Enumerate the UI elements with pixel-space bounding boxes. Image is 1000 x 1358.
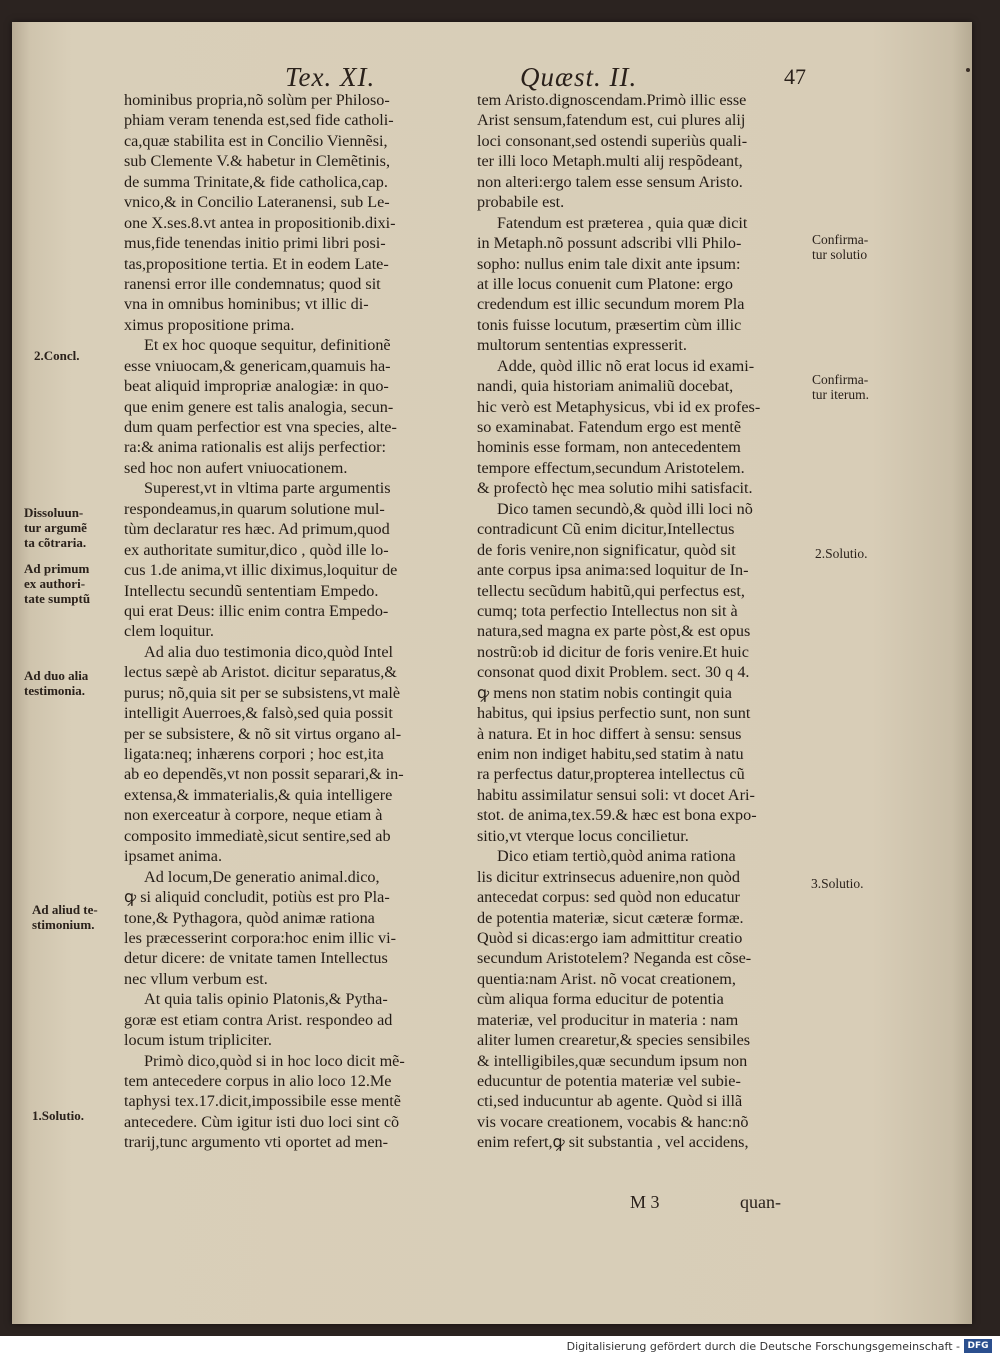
text-line: Primò dico,quòd si in hoc loco dicit mẽ-: [144, 1051, 405, 1070]
text-line: ca,quæ stabilita est in Concilio Viennẽsi,: [124, 131, 388, 150]
text-line: enim refert,ꝙ sit substantia , vel accidens,: [477, 1133, 749, 1152]
text-line: in Metaph.nõ possunt adscribi vlli Philo-: [477, 234, 742, 253]
text-line: tem Aristo.dignoscendam.Primò illic esse: [477, 91, 747, 109]
text-line: ligata:neq; inhærens corpori ; hoc est,ita: [124, 745, 384, 763]
text-line: intelligit Auerroes,& falsò,sed quia possit: [124, 704, 393, 723]
text-line: cti,sed inducuntur ab agente. Quòd si illã: [477, 1092, 743, 1111]
text-line: que enim genere est talis analogia, secun-: [124, 397, 394, 416]
text-line: non exerceatur à corpore, neque etiam à: [124, 806, 383, 825]
text-line: locum istum tripliciter.: [124, 1031, 272, 1050]
margin-note-solutio2: [815, 546, 868, 561]
margin-note-line: stimonium.: [32, 917, 95, 932]
text-line: Arist sensum,fatendum est, cui plures alij: [477, 111, 746, 130]
dfg-logo: DFG: [964, 1339, 992, 1353]
margin-note-line: Confirma-: [812, 372, 869, 387]
text-line: tone,& Pythagora, quòd animæ rationa: [124, 908, 375, 927]
text-line: enim non indiget habitu,sed statim à natu: [477, 745, 744, 763]
text-line: sed hoc non aufert vniuocationem.: [124, 458, 348, 477]
margin-note-line: Ad primum: [24, 561, 90, 576]
text-line: educuntur de potentia materiæ vel subie-: [477, 1072, 741, 1090]
margin-note-dissoluuntur: [24, 505, 87, 550]
text-line: materiæ, vel producitur in materia : nam: [477, 1010, 739, 1029]
running-header-left: Tex. XI.: [285, 62, 376, 92]
text-line: esse vniuocam,& genericam,quamuis ha-: [124, 356, 391, 375]
text-line: purus; nõ,quia sit per se subsistens,vt malè: [124, 683, 401, 702]
text-line: ante corpus ipsa anima:sed loquitur de In-: [477, 561, 749, 580]
right-text-column: [477, 90, 812, 1153]
text-line: ximus propositione prima.: [124, 315, 295, 334]
margin-note-confirmatur-iterum: [812, 372, 869, 402]
text-line: les præcesserint corpora:hoc enim illic vi-: [124, 928, 396, 947]
margin-note-line: ex authori-: [24, 576, 86, 591]
page-number: 47: [784, 64, 806, 89]
text-line: sitio,vt vterque locus concilietur.: [477, 826, 689, 845]
text-line: lis dicitur extrinsecus aduenire,non quòd: [477, 867, 740, 886]
text-line: goræ est etiam contra Arist. respondeo ad: [124, 1010, 393, 1029]
running-header-right: Quæst. II.: [520, 62, 638, 92]
margin-note-line: 2.Concl.: [34, 348, 80, 363]
text-line: nandi, quia historiam animaliũ docebat,: [477, 377, 734, 396]
text-line: habitus, qui ipsius perfectio sunt, non sunt: [477, 704, 751, 723]
margin-note-solutio1: [32, 1108, 84, 1123]
text-line: stot. de anima,tex.59.& hæc est bona expo-: [477, 806, 757, 825]
text-line: vnico,& in Concilio Lateranensi, sub Le-: [124, 193, 390, 212]
margin-note-line: Ad duo alia: [24, 668, 89, 683]
text-line: tùm declaratur res hæc. Ad primum,quod: [124, 520, 390, 539]
margin-note-line: tur solutio: [812, 247, 868, 262]
text-line: consonat quod dixit Problem. sect. 30 q 4.: [477, 663, 750, 682]
signature-mark: M 3: [630, 1192, 660, 1212]
text-line: per se subsistere, & nõ sit virtus organo al-: [124, 724, 402, 743]
text-line: à natura. Et in hoc differt à sensu: sensus: [477, 724, 742, 743]
text-line: ra perfectus datur,propterea intellectus cũ: [477, 765, 745, 784]
text-line: & profectò hęc mea solutio mihi satisfacit.: [477, 479, 753, 498]
text-line: Quòd si dicas:ergo iam admittitur creatio: [477, 928, 743, 947]
text-line: ex authoritate sumitur,dico , quòd ille lo-: [124, 540, 389, 559]
text-line: tempore effectum,secundum Aristotelem.: [477, 458, 745, 477]
text-line: vna in omnibus hominibus; vt illic di-: [124, 295, 369, 314]
text-line: Intellectu secundũ sententiam Empedo.: [124, 581, 379, 600]
text-line: one X.ses.8.vt antea in propositionib.dixi-: [124, 213, 396, 232]
text-line: qui erat Deus: illic enim contra Empedo-: [124, 601, 389, 620]
text-line: & intelligibiles,quæ secundum ipsum non: [477, 1051, 748, 1070]
text-line: sopho: nullus enim tale dixit ante ipsum:: [477, 254, 741, 273]
margin-note-confirmatur-solutio: [812, 232, 868, 262]
text-line: Fatendum est præterea , quia quæ dicit: [497, 213, 748, 232]
text-line: sub Clemente V.& habetur in Clemẽtinis,: [124, 152, 391, 171]
margin-note-line: 3.Solutio.: [811, 876, 864, 891]
text-line: cùm aliqua forma educitur de potentia: [477, 990, 724, 1009]
margin-note-line: Dissoluun-: [24, 505, 84, 520]
text-line: habitu assimilatur sensui soli: vt docet Ari-: [477, 785, 755, 804]
text-line: ranensi error ille condemnatus; quod sit: [124, 274, 381, 293]
margin-note-solutio3: [811, 876, 864, 891]
margin-note-line: Ad aliud te-: [32, 902, 98, 917]
text-line: At quia talis opinio Platonis,& Pytha-: [144, 990, 388, 1009]
left-text-column: [124, 90, 460, 1153]
text-line: Ad locum,De generatio animal.dico,: [144, 867, 380, 886]
margin-note-line: Confirma-: [812, 232, 869, 247]
text-line: nostrũ:ob id dicitur de foris venire.Et huic: [477, 642, 749, 661]
text-line: tonis fuisse locutum, præsertim cùm illic: [477, 315, 742, 334]
text-line: ipsamet anima.: [124, 847, 222, 866]
text-line: extensa,& immaterialis,& quia intelligere: [124, 785, 393, 804]
text-line: Superest,vt in vltima parte argumentis: [144, 479, 391, 498]
margin-note-line: tate sumptũ: [24, 591, 91, 606]
text-line: de potentia materiæ, sicut cæteræ formæ.: [477, 908, 744, 927]
text-line: Ad alia duo testimonia dico,quòd Intel: [144, 642, 394, 661]
text-line: lectus sæpè ab Aristot. dicitur separatus,&: [124, 663, 397, 682]
text-line: hic verò est Metaphysicus, vbi id ex profes-: [477, 397, 761, 416]
text-line: aliter lumen crearetur,& species sensibiles: [477, 1031, 751, 1050]
text-line: antecedere. Cùm igitur isti duo loci sint cõ: [124, 1112, 400, 1131]
text-line: detur dicere: de vnitate tamen Intellectus: [124, 949, 388, 968]
text-line: antecedat corpus: sed quòd non educatur: [477, 888, 740, 907]
margin-note-line: 2.Solutio.: [815, 546, 868, 561]
text-line: tem antecedere corpus in alio loco 12.Me: [124, 1072, 392, 1090]
text-line: ꝙ mens non statim nobis contingit quia: [477, 683, 732, 702]
footer-credit: Digitalisierung gefördert durch die Deutsche Forschungsgemeinschaft -: [566, 1340, 960, 1353]
text-line: hominibus propria,nõ solùm per Philoso-: [124, 91, 390, 109]
text-line: quentia:nam Arist. nõ vocat creationem,: [477, 969, 736, 988]
text-line: clem loquitur.: [124, 622, 214, 641]
text-line: composito immediatè,sicut sentire,sed ab: [124, 826, 391, 845]
margin-note-line: ta cõtraria.: [24, 535, 87, 550]
margin-note-concl2: [34, 348, 80, 363]
text-line: natura,sed magna ex parte pòst,& est opus: [477, 622, 751, 641]
text-line: de foris venire,non significatur, quòd sit: [477, 540, 736, 559]
text-line: tas,propositione tertia. Et in eodem Late-: [124, 254, 389, 273]
text-line: Adde, quòd illic nõ erat locus id exami-: [497, 356, 755, 375]
text-line: non alteri:ergo talem esse sensum Aristo.: [477, 172, 743, 191]
text-line: ra:& anima rationalis est alijs perfectior:: [124, 438, 387, 457]
text-line: nec vllum verbum est.: [124, 969, 268, 988]
text-line: loci consonant,sed ostendi superiùs quali-: [477, 131, 748, 150]
ink-speck: [966, 68, 970, 72]
text-line: trarij,tunc argumento vti oportet ad men-: [124, 1133, 389, 1152]
text-line: de summa Trinitate,& fide catholica,cap.: [124, 172, 388, 191]
digitization-footer: [0, 1336, 1000, 1358]
margin-note-line: tur iterum.: [812, 387, 869, 402]
text-line: secundum Aristotelem? Neganda est cõse-: [477, 949, 752, 968]
text-line: multorum sententias expresserit.: [477, 336, 687, 355]
text-line: probabile est.: [477, 193, 565, 212]
text-line: mus,fide tenendas initio primi libri posi-: [124, 234, 386, 253]
margin-note-ad-duo-alia: [24, 668, 88, 698]
text-line: hominis esse formam, non antecedentem: [477, 438, 741, 457]
text-line: Et ex hoc quoque sequitur, definitionẽ: [144, 336, 391, 355]
text-line: so examinabat. Fatendum ergo est mentẽ: [477, 418, 742, 436]
text-line: taphysi tex.17.dicit,impossibile esse mentẽ: [124, 1092, 401, 1111]
margin-note-line: 1.Solutio.: [32, 1108, 85, 1123]
text-line: ꝙ si aliquid concludit, potiùs est pro Pla-: [124, 888, 390, 907]
catchword: quan-: [740, 1192, 781, 1212]
margin-note-ad-primum: [24, 561, 90, 606]
text-line: vis vocare creationem, vocabis & hanc:nõ: [477, 1112, 749, 1131]
text-line: ter illi loco Metaph.multi alij respõdeant,: [477, 152, 743, 171]
text-line: ab eo dependẽs,vt non possit separari,& in-: [124, 765, 404, 784]
text-line: cus 1.de anima,vt illic diximus,loquitur de: [124, 561, 398, 580]
text-line: contradicunt Cũ enim dicitur,Intellectus: [477, 520, 735, 539]
margin-note-line: tur argumẽ: [24, 520, 87, 535]
text-line: tellectu secũdum habitũ,qui perfectus est,: [477, 581, 745, 600]
text-line: Dico tamen secundò,& quòd illi loci nõ: [497, 499, 753, 518]
text-line: respondeamus,in quarum solutione mul-: [124, 499, 385, 518]
text-line: beat aliquid impropriæ analogiæ: in quo-: [124, 377, 389, 396]
text-line: dum quam perfectior est vna species, alte-: [124, 418, 397, 436]
margin-note-line: testimonia.: [24, 683, 86, 698]
text-line: credendum est illic secundum morem Pla: [477, 295, 745, 314]
text-line: Dico etiam tertiò,quòd anima rationa: [497, 847, 736, 866]
text-line: phiam veram tenenda est,sed fide catholi-: [124, 111, 394, 130]
margin-note-ad-aliud: [32, 902, 98, 932]
text-line: at ille locus conuenit cum Platone: ergo: [477, 274, 733, 293]
text-line: cumq; tota perfectio Intellectus non sit à: [477, 601, 738, 620]
